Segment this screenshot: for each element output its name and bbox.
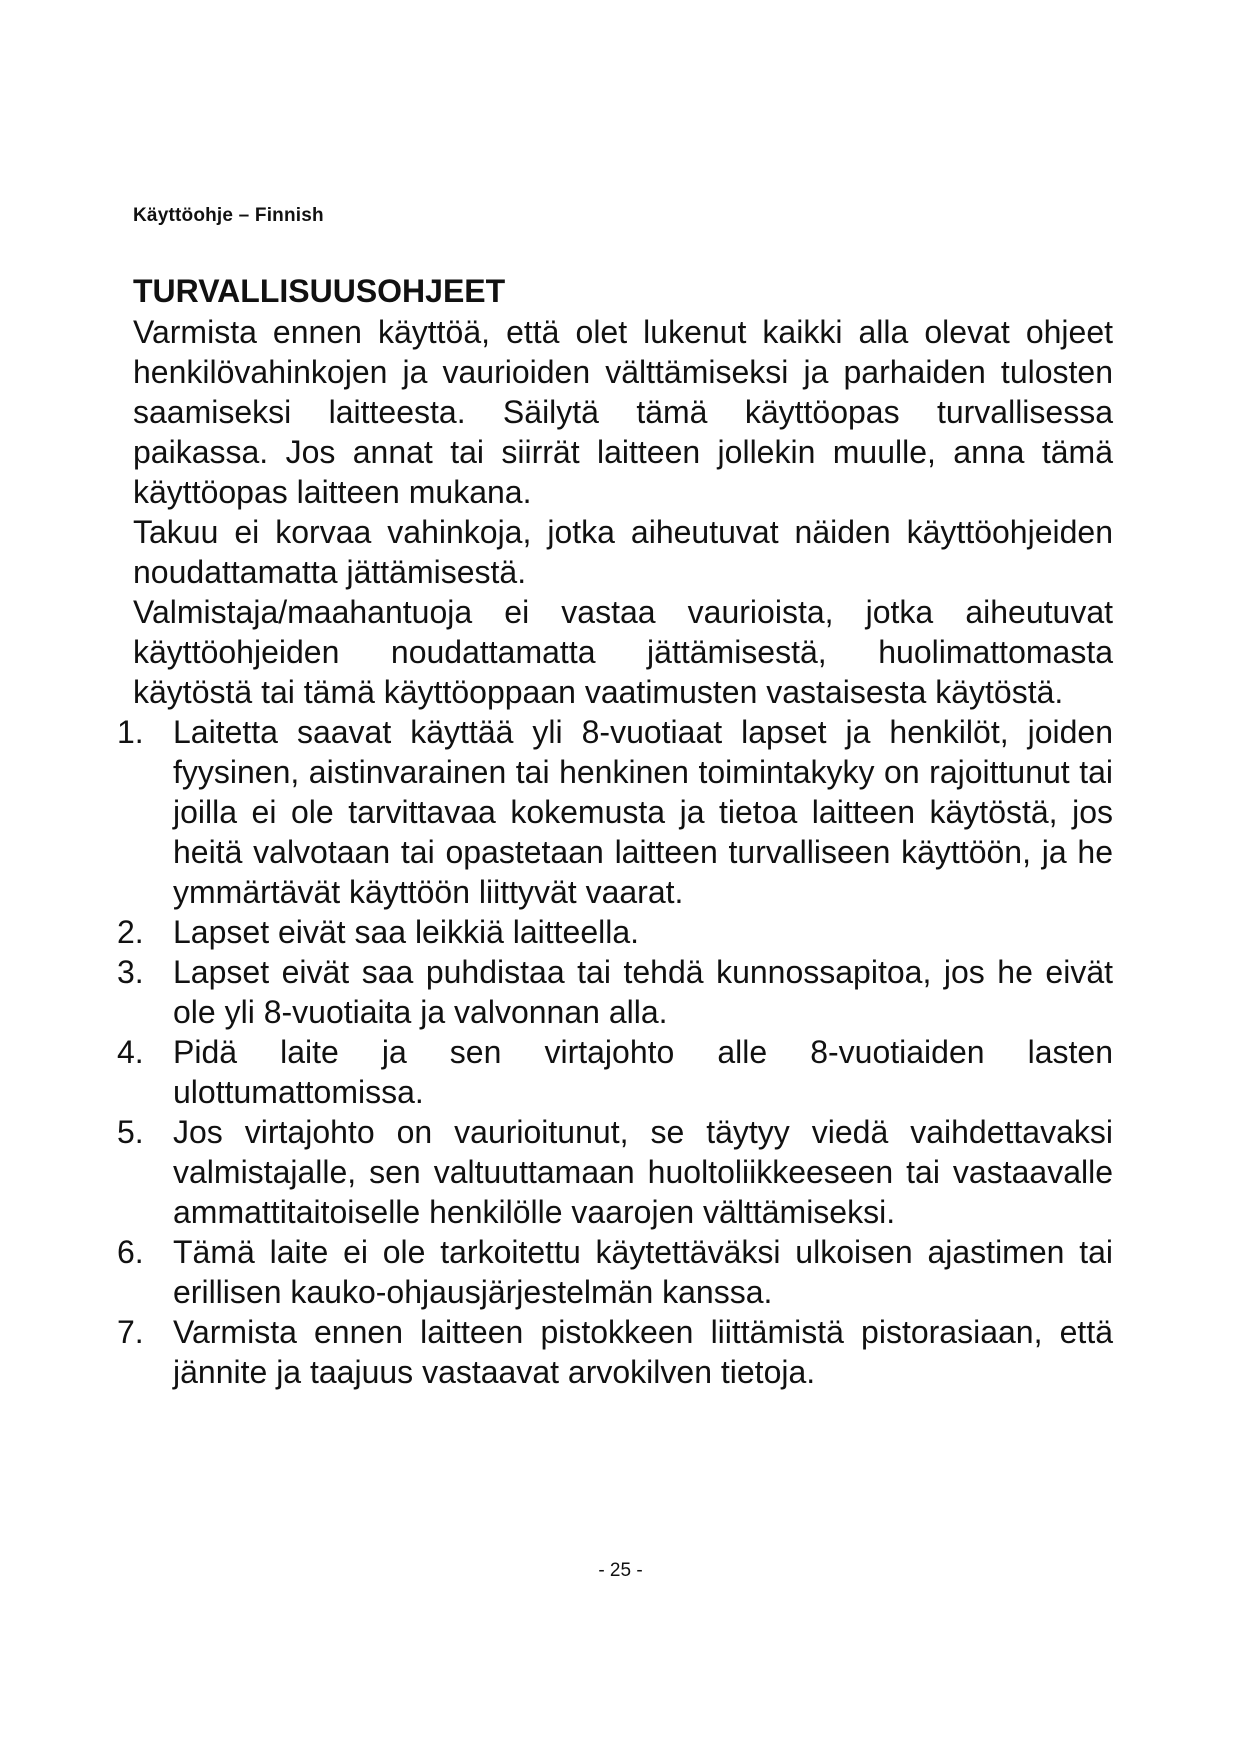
- warranty-paragraph: Takuu ei korvaa vahinkoja, jotka aiheutuvat näiden käyttöohjeiden noudattamatta jättämisestä.: [133, 514, 1113, 590]
- list-item-text: Lapset eivät saa puhdistaa tai tehdä kunnossapitoa, jos he eivät ole yli 8-vuotiaita ja valvonnan alla.: [173, 954, 1113, 1030]
- page-number: - 25 -: [598, 1560, 643, 1581]
- list-item: [117, 1232, 1113, 1312]
- list-item-number: 6.: [117, 1234, 144, 1270]
- list-item-number: 4.: [117, 1034, 144, 1070]
- list-item-number: 2.: [117, 914, 144, 950]
- list-item: [117, 1112, 1113, 1232]
- list-item-text: Tämä laite ei ole tarkoitettu käytettäväksi ulkoisen ajastimen tai erillisen kauko-ohjausjärjestelmän kanssa.: [173, 1234, 1113, 1310]
- list-item: [117, 912, 1113, 952]
- list-item: [117, 712, 1113, 912]
- list-item-text: Varmista ennen laitteen pistokkeen liittämistä pistorasiaan, että jännite ja taajuus vastaavat arvokilven tietoja.: [173, 1314, 1113, 1390]
- list-item-number: 7.: [117, 1314, 144, 1350]
- list-item-text: Jos virtajohto on vaurioitunut, se täytyy viedä vaihdettavaksi valmistajalle, sen valtuuttamaan huoltoliikkeeseen tai vastaavalle ammattitaitoiselle henkilölle vaarojen välttämiseksi.: [173, 1114, 1113, 1230]
- list-item: [117, 1312, 1113, 1392]
- safety-instructions-list: [117, 712, 1113, 1392]
- section-title: TURVALLISUUSOHJEET: [133, 273, 506, 309]
- list-item-text: Lapset eivät saa leikkiä laitteella.: [173, 914, 640, 950]
- list-item: [117, 952, 1113, 1032]
- intro-paragraph: Varmista ennen käyttöä, että olet lukenut kaikki alla olevat ohjeet henkilövahinkojen ja vaurioiden välttämiseksi ja parhaiden tulosten saamiseksi laitteesta. Säilytä tämä käyttöopas turvallisessa paikassa. Jos annat tai siirrät laitteen jollekin muulle, anna tämä käyttöopas laitteen mukana.: [133, 314, 1113, 510]
- list-item-text: Pidä laite ja sen virtajohto alle 8-vuotiaiden lasten ulottumattomissa.: [173, 1034, 1113, 1110]
- list-item-number: 1.: [117, 714, 144, 750]
- liability-paragraph: Valmistaja/maahantuoja ei vastaa vaurioista, jotka aiheutuvat käyttöohjeiden noudattamatta jättämisestä, huolimattomasta käytöstä tai tämä käyttöoppaan vaatimusten vastaisesta käytöstä.: [133, 594, 1113, 710]
- list-item: [117, 1032, 1113, 1112]
- list-item-text: Laitetta saavat käyttää yli 8-vuotiaat lapset ja henkilöt, joiden fyysinen, aistinvarainen tai henkinen toimintakyky on rajoittunut tai joilla ei ole tarvittavaa kokemusta ja tietoa laitteen käytöstä, jos heitä valvotaan tai opastetaan laitteen turvalliseen käyttöön, ja he ymmärtävät käyttöön liittyvät vaarat.: [173, 714, 1113, 910]
- document-header-label: Käyttöohje – Finnish: [133, 205, 324, 226]
- list-item-number: 5.: [117, 1114, 144, 1150]
- safety-section: [117, 270, 1113, 1392]
- list-item-number: 3.: [117, 954, 144, 990]
